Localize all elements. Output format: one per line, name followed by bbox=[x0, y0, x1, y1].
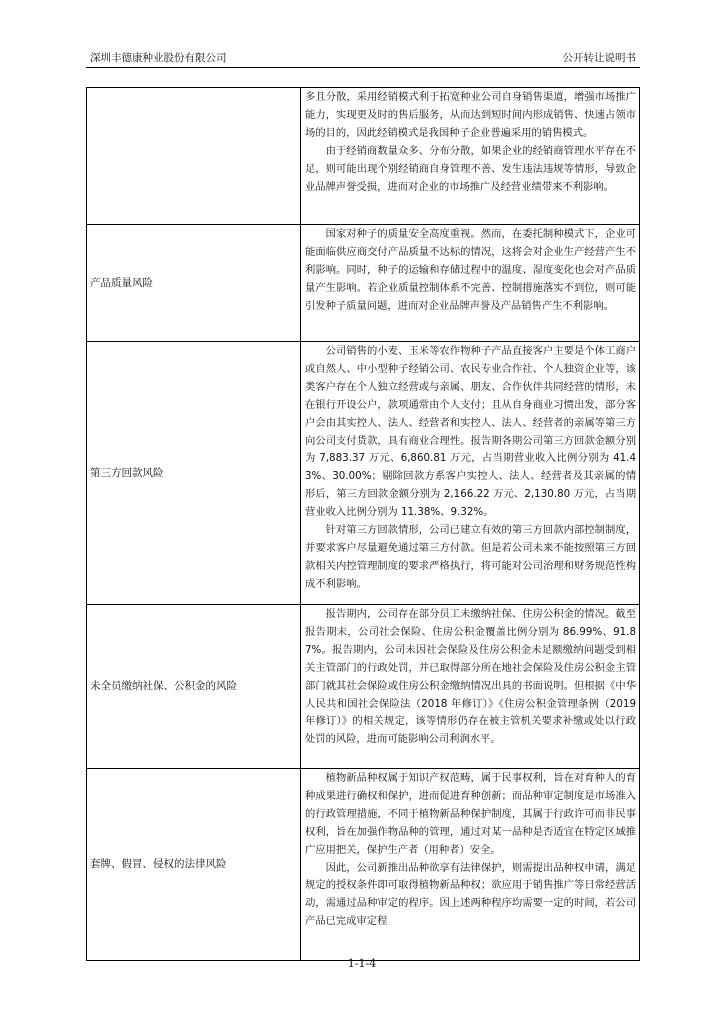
company-name: 深圳丰德康种业股份有限公司 bbox=[90, 52, 227, 64]
risk-paragraph: 针对第三方回款情形，公司已建立有效的第三方回款内部控制制度，并要求客户尽量避免通过第三方付款。但是若公司未来不能按照第三方回款相关内控管理制度的要求严格执行，将可能对公司治理和财务规范性构成不利影响。 bbox=[305, 524, 636, 590]
risk-name-cell: 第三方回款风险 bbox=[87, 342, 301, 605]
table-row bbox=[87, 342, 640, 605]
table-row bbox=[87, 605, 640, 769]
table-row bbox=[87, 225, 640, 342]
risk-name-cell: 产品质量风险 bbox=[87, 225, 301, 342]
table-row bbox=[87, 88, 640, 225]
risk-paragraph: 报告期内，公司存在部分员工未缴纳社保、住房公积金的情况。截至报告期末，公司社会保险、住房公积金覆盖比例分别为 86.99%、91.87%。报告期内，公司未因社会保险及住房公积金未足额缴纳问题受到相关主管部门的行政处罚，并已取得部分所在地社会保险及住房公积金主管部门就其社会保险或住房公积金缴纳情况出具的书面说明。但根据《中华人民共和国社会保险法（2018 年修订）》《住房公积金管理条例（2019 年修订）》的相关规定，该等情形仍存在被主管机关要求补缴或处以行政处罚的风险，进而可能影响公司利润水平。 bbox=[305, 608, 636, 746]
risk-table bbox=[86, 87, 640, 961]
risk-paragraph: 因此，公司新推出品种欲享有法律保护，则需提出品种权申请，满足规定的授权条件即可取得植物新品种权；欲应用于销售推广等日常经营活动，需通过品种审定的程序。因上述两种程序均需要一定的时间，若公司产品已完成审定程 bbox=[305, 861, 636, 928]
risk-paragraph: 公司销售的小麦、玉米等农作物种子产品直接客户主要是个体工商户或自然人、中小型种子经销公司、农民专业合作社、个人独资企业等，该类客户存在个人独立经营或与亲属、朋友、合作伙伴共同经营的情形，未在银行开设公户，款项通常由个人支付；且从自身商业习惯出发，部分客户会由其实控人、法人、经营者和实控人、法人、经营者的亲属等第三方向公司支付货款，具有商业合理性。报告期各期公司第三方回款金额分别为 7,883.37 万元、6,860.81 万元，占当期营业收入比例分别为 41.43%、30.00%；剔除回款方系客户实控人、法人、经营者及其亲属的情形后，第三方回款金额分别为 2,166.22 万元、2,130.80 万元，占当期营业收入比例分别为 11.38%、9.32%。 bbox=[305, 345, 636, 519]
risk-paragraph: 由于经销商数量众多、分布分散，如果企业的经销商管理水平存在不足，则可能出现个别经销商自身管理不善、发生违法违规等情形，导致企业品牌声誉受损，进而对企业的市场推广及经营业绩带来不利影响。 bbox=[305, 144, 636, 193]
risk-name-cell bbox=[87, 88, 301, 225]
risk-name-cell: 未全员缴纳社保、公积金的风险 bbox=[87, 605, 301, 769]
risk-description-cell bbox=[301, 769, 640, 961]
table-row bbox=[87, 769, 640, 961]
risk-description-cell bbox=[301, 605, 640, 769]
risk-paragraph: 多且分散，采用经销模式利于拓宽种业公司自身销售渠道，增强市场推广能力，实现更及时的售后服务，从而达到短时间内形成销售、快速占领市场的目的，因此经销模式是我国种子企业普遍采用的销售模式。 bbox=[305, 91, 636, 139]
header-divider bbox=[86, 67, 640, 68]
risk-description-cell bbox=[301, 88, 640, 225]
document-type: 公开转让说明书 bbox=[562, 52, 636, 64]
risk-paragraph: 国家对种子的质量安全高度重视。然而，在委托制种模式下，企业可能面临供应商交付产品质量不达标的情况，这将会对企业生产经营产生不利影响。同时，种子的运输和存储过程中的温度、湿度变化也会对产品质量产生影响。若企业质量控制体系不完善、控制措施落实不到位，则可能引发种子质量问题，进而对企业品牌声誉及产品销售产生不利影响。 bbox=[305, 228, 636, 312]
risk-description-cell bbox=[301, 342, 640, 605]
risk-paragraph: 植物新品种权属于知识产权范畴，属于民事权利，旨在对育种人的育种成果进行确权和保护，进而促进育种创新；而品种审定制度是市场准入的行政管理措施，不同于植物新品种保护制度，其属于行政许可而非民事权利，旨在加强作物品种的管理，通过对某一品种是否适宜在特定区域推广应用把关，保护生产者（用种者）安全。 bbox=[305, 772, 636, 856]
page-number: 1-1-4 bbox=[347, 957, 377, 970]
risk-description-cell bbox=[301, 225, 640, 342]
page-header bbox=[86, 50, 640, 66]
risk-name-cell: 套牌、假冒、侵权的法律风险 bbox=[87, 769, 301, 961]
